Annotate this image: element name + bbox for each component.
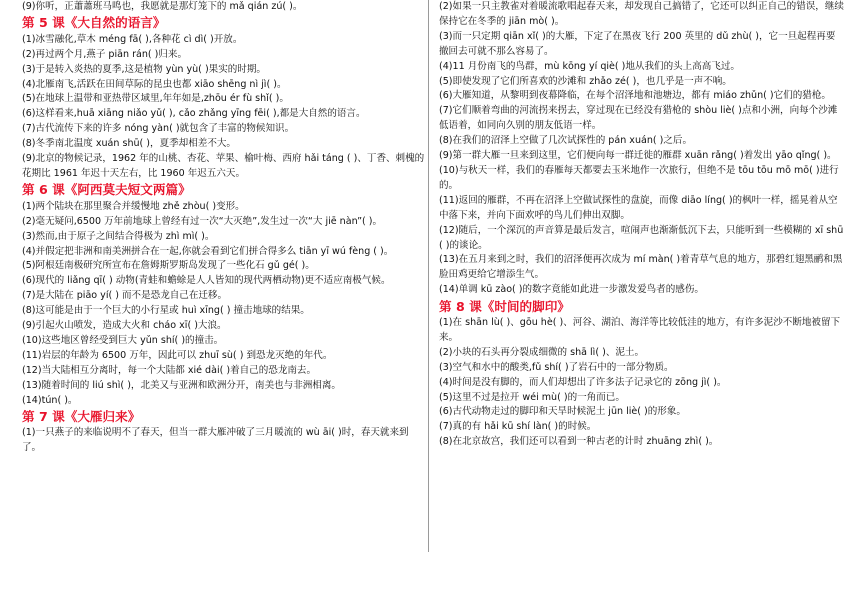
exercise-line: (14)单调 kū zào( )的数字竟能如此进一步激发爱鸟者的感伤。 bbox=[439, 284, 704, 296]
exercise-line: (12)随后，一个深沉的声音算是最后发言，喧闹声也渐渐低沉下去，只能听到一些模糊的 xī shū( )的谈论。 bbox=[439, 224, 844, 251]
exercise-line: (5)阿根廷南极研究所宣布在詹姆斯罗斯岛发现了一些化石 gǔ gé( )。 bbox=[22, 260, 315, 272]
right-column bbox=[439, 0, 844, 450]
exercise-line: (1)两个陆块在那里聚合并缓慢地 zhě zhòu( )变形。 bbox=[22, 200, 245, 212]
lesson-6-heading: 第 6 课《阿西莫夫短文两篇》 bbox=[22, 182, 191, 198]
exercise-line: (13)在五月来到之时，我们的沼泽便再次成为 mí màn( )着青草气息的地方，那碧红翅黑鹂和黑脸田鸡更给它增添生气。 bbox=[439, 254, 843, 281]
exercise-line: (4)11 月份南飞的鸟群，mù kōng yí qiè( )地从我们的头上高高飞过。 bbox=[439, 60, 740, 72]
exercise-line: (8)在我们的沼泽上空做了几次试探性的 pán xuán( )之后。 bbox=[439, 135, 693, 147]
lesson-5-heading: 第 5 课《大自然的语言》 bbox=[22, 15, 166, 31]
exercise-line: (1)冰雪融化,草木 méng fā( ),各种花 cì dì( )开放。 bbox=[22, 33, 243, 45]
exercise-line: (2)再过两个月,燕子 piān rán( )归来。 bbox=[22, 48, 188, 60]
exercise-line: (7)是大陆在 piāo yí( ) 而不是恐龙自己在迁移。 bbox=[22, 290, 228, 302]
exercise-line: (9)引起火山喷发，造成大火和 cháo xī( )大浪。 bbox=[22, 320, 227, 332]
exercise-line: (12)当大陆相互分离时，每一个大陆都 xié dài( )着自己的恐龙南去。 bbox=[22, 364, 317, 376]
exercise-line: (13)随着时间的 liú shì( )，北美又与亚洲和欧洲分开，南美也与非洲相离。 bbox=[22, 379, 341, 391]
exercise-line: (6)现代的 liǎng qī( ) 动物(青蛙和蟾蜍是人人皆知的现代两栖动物)更不适应南极气候。 bbox=[22, 275, 391, 287]
exercise-line: (6)这样看来,huā xiāng niǎo yǔ( ), cǎo zhǎng yīng fēi( ),都是大自然的语言。 bbox=[22, 108, 366, 120]
left-column bbox=[22, 0, 427, 456]
exercise-line: (11)返回的雁群，不再在沼泽上空做试探性的盘旋，而像 diāo líng( )的枫叶一样，摇晃着从空中落下来，并向下面欢呼的鸟儿们伸出双脚。 bbox=[439, 194, 838, 221]
exercise-line: (6)古代动物走过的脚印和天旱时候泥土 jūn liè( )的形象。 bbox=[439, 406, 686, 418]
exercise-line: (7)它们顺着弯曲的河流拐来拐去，穿过现在已经没有猎枪的 shòu liè( )点和小洲，向每个沙滩低语着，如同向久别的朋友低语一样。 bbox=[439, 105, 838, 132]
lesson-7-heading: 第 7 课《大雁归来》 bbox=[22, 408, 141, 424]
exercise-line: (8)冬季南北温度 xuán shū( )，夏季却相差不大。 bbox=[22, 138, 236, 150]
exercise-line: (7)古代流传下来的许多 nóng yàn( )就包含了丰富的物候知识。 bbox=[22, 123, 295, 135]
exercise-line: (3)而一只定期 qiān xǐ( )的大雁，下定了在黑夜飞行 200 英里的 dǔ zhù( )，它一旦起程再要撤回去可就不那么容易了。 bbox=[439, 30, 836, 57]
exercise-line: (9)第一群大雁一旦来到这里，它们便向每一群迁徙的雁群 xuān rǎng( )着发出 yāo qǐng( )。 bbox=[439, 150, 837, 162]
exercise-line: (11)岩层的年龄为 6500 万年，因此可以 zhuī sù( ) 到恐龙灭绝的年代。 bbox=[22, 349, 333, 361]
exercise-line: (5)在地球上温带和亚热带区域里,年年如是,zhōu ér fù shǐ( )。 bbox=[22, 93, 289, 105]
exercise-line: (5)这里不过是拉开 wéi mù( )的一角而已。 bbox=[439, 391, 625, 403]
exercise-line: (9)北京的物候记录，1962 年的山桃、杏花、苹果、榆叶梅、西府 hǎi táng ( )、丁香、刺槐的花期比 1961 年迟十天左右，比 1960 年迟五六天。 bbox=[22, 153, 425, 179]
exercise-line: (14)tún( )。 bbox=[22, 394, 78, 406]
column-divider bbox=[428, 0, 429, 552]
exercise-line: (1)一只燕子的来临说明不了春天，但当一群大雁冲破了三月暖流的 wù āi( )时，春天就来到了。 bbox=[22, 427, 409, 454]
exercise-line: (4)北雁南飞,活跃在田间草际的昆虫也都 xiāo shēng nì jì( )。 bbox=[22, 78, 287, 90]
exercise-line: (10)与秋天一样，我们的春雁每天都要去玉米地作一次旅行，但绝不是 tōu tōu mō mō( )进行的。 bbox=[439, 164, 839, 191]
exercise-line: (3)于是转入炎热的夏季,这是植物 yùn yù( )果实的时期。 bbox=[22, 63, 266, 75]
exercise-line: (6)大雁知道，从黎明到夜幕降临，在每个沼泽地和池塘边，都有 miáo zhǔn( )它们的猎枪。 bbox=[439, 90, 831, 102]
exercise-line: (5)即使发现了它们所喜欢的沙滩和 zhǎo zé( )，也几乎是一声不响。 bbox=[439, 75, 732, 87]
exercise-line: (9)你听，正蕭蕭班马鸣也，我愿就是那灯笼下的 mǎ qián zú( )。 bbox=[22, 1, 303, 12]
exercise-line: (3)空气和水中的酸类,fǔ shí( )了岩石中的一部分物质。 bbox=[439, 361, 674, 373]
exercise-line: (10)这些地区曾经受到巨大 yǔn shí( )的撞击。 bbox=[22, 334, 224, 346]
exercise-line: (4)并假定把非洲和南美洲拼合在一起,你就会看到它们拼合得多么 tiān yī wú fèng ( )。 bbox=[22, 245, 394, 257]
exercise-line: (2)毫无疑问,6500 万年前地球上曾经有过一次“大灭绝”,发生过一次“大 jiē nàn”( )。 bbox=[22, 215, 383, 227]
lesson-8-heading: 第 8 课《时间的脚印》 bbox=[439, 298, 570, 314]
exercise-line: (8)这可能是由于一个巨大的小行星或 huì xīng( ) 撞击地球的结果。 bbox=[22, 305, 310, 317]
exercise-line: (3)然而,由于原子之间结合得极为 zhì mì( )。 bbox=[22, 230, 215, 242]
exercise-line: (7)真的有 hǎi kū shí làn( )的时候。 bbox=[439, 421, 597, 433]
exercise-line: (2)小块的石头再分裂成细微的 shā lì( )、泥土。 bbox=[439, 346, 645, 358]
exercise-line: (1)在 shān lù( )、gōu hè( )、河谷、湖泊、海洋等比较低洼的地方，有许多泥沙不断地被留下来。 bbox=[439, 317, 841, 343]
exercise-line: (2)如果一只主教雀对着暖流歌唱起春天来，却发现自己搞错了，它还可以纠正自己的错误，继续保持它在冬季的 jiān mò( )。 bbox=[439, 1, 844, 27]
exercise-line: (4)时间是没有脚的，而人们却想出了许多法子记录它的 zōng jì( )。 bbox=[439, 376, 727, 388]
exercise-line: (8)在北京故宫，我们还可以看到一种古老的计时 zhuāng zhì( )。 bbox=[439, 436, 719, 448]
